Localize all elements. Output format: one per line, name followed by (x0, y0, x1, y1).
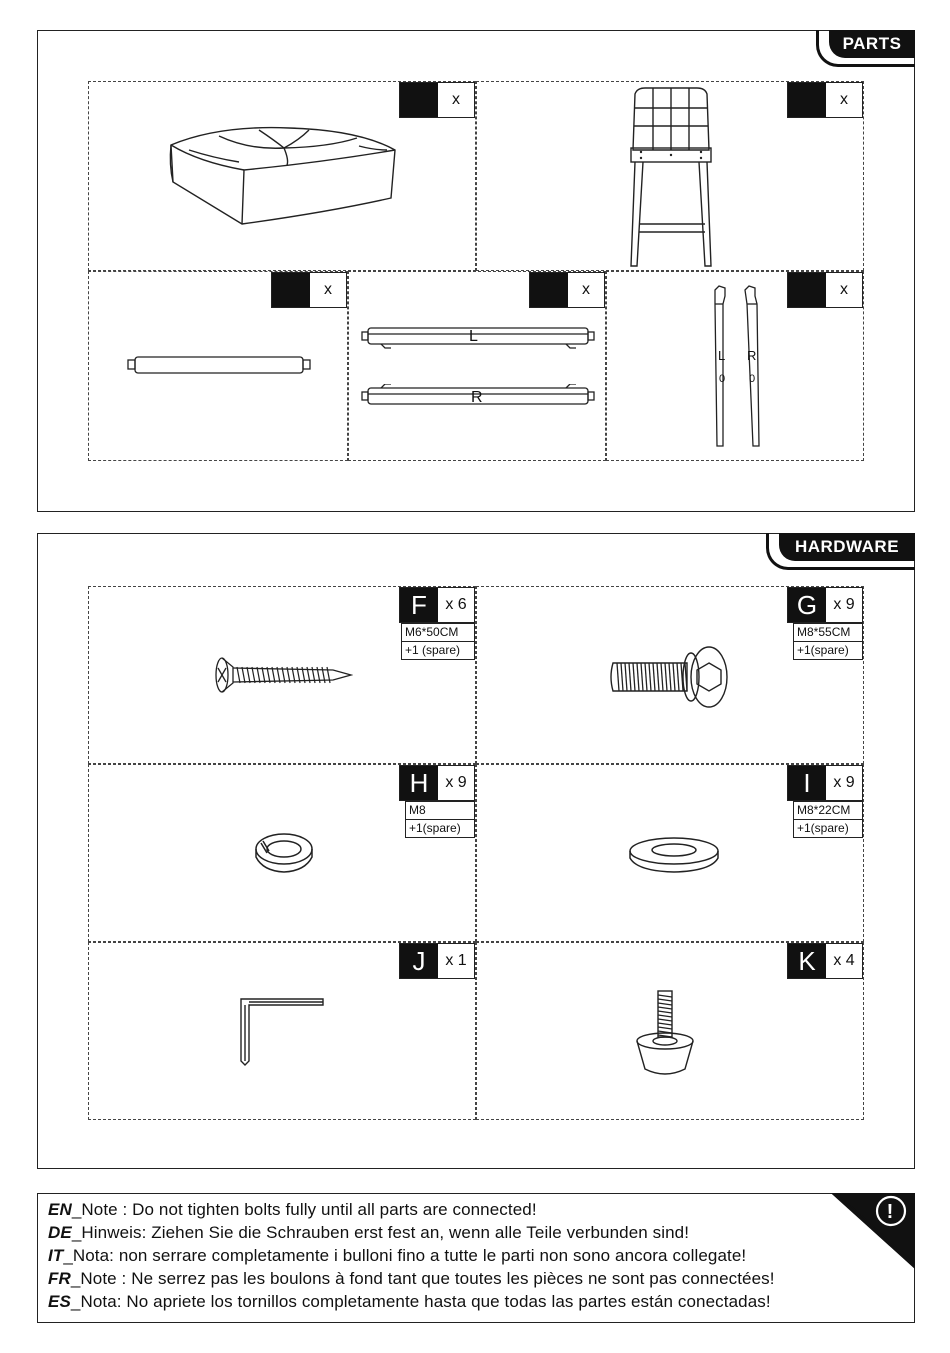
warning-corner-icon (831, 1193, 915, 1269)
wood-screw-icon (213, 653, 353, 697)
thread-line (645, 663, 647, 691)
thread-line (267, 667, 270, 683)
part-qty: x (826, 83, 862, 117)
leg-right-mark: R (747, 348, 757, 363)
thread-line (262, 667, 265, 683)
hardware-cell-H (88, 764, 476, 942)
flat-washer-icon (627, 835, 721, 875)
spring-washer-icon (253, 831, 315, 875)
leg-left-hole: 0 (719, 373, 726, 385)
stretcher-bar-icon (127, 354, 312, 376)
note-lang: IT (48, 1246, 64, 1265)
side-rail-left-mark: L (469, 328, 478, 345)
hardware-qty-box (787, 765, 863, 801)
thread-line (669, 663, 671, 691)
part-label (788, 83, 826, 117)
note-text: _Hinweis: Ziehen Sie die Schrauben erst fest an, wenn alle Teile verbunden sind! (71, 1223, 690, 1242)
thread-line (658, 1011, 672, 1013)
note-fr (48, 1269, 775, 1289)
hardware-qty-box (399, 943, 475, 979)
thread-line (649, 663, 651, 691)
thread-line (657, 663, 659, 691)
hardware-spare: +1 (spare) (402, 641, 474, 659)
hardware-size: M8*22CM (797, 803, 851, 817)
part-qty-box (787, 272, 863, 308)
thread-line (247, 667, 250, 683)
thread-line (658, 1003, 672, 1005)
thread-line (665, 663, 667, 691)
note-en (48, 1200, 537, 1220)
thread-line (661, 663, 663, 691)
hardware-title: HARDWARE (779, 533, 915, 561)
thread-line (658, 1019, 672, 1021)
part-qty-box (529, 272, 605, 308)
part-label (400, 83, 438, 117)
hardware-letter: F (400, 588, 438, 622)
thread-line (625, 663, 627, 691)
hardware-spare: +1(spare) (794, 819, 862, 837)
thread-line (658, 999, 672, 1001)
hardware-spec (793, 801, 863, 838)
thread-line (673, 663, 675, 691)
thread-line (658, 1023, 672, 1025)
part-qty: x (438, 83, 474, 117)
thread-line (621, 663, 623, 691)
part-cell-stretcher-bar (88, 271, 348, 461)
hardware-spec (405, 801, 475, 838)
hardware-qty-box (399, 587, 475, 623)
hardware-qty: x 9 (826, 766, 862, 800)
hardware-spare: +1(spare) (406, 819, 474, 837)
thread-line (677, 663, 679, 691)
note-de (48, 1223, 689, 1243)
hardware-qty: x 1 (438, 944, 474, 978)
hex-bolt-icon (609, 645, 734, 709)
part-qty: x (568, 273, 604, 307)
parts-section (37, 30, 915, 512)
hardware-spec (401, 623, 475, 660)
hardware-cell-F (88, 586, 476, 764)
thread-line (637, 663, 639, 691)
part-qty: x (310, 273, 346, 307)
leg-left-mark: L (718, 348, 726, 363)
hardware-cell-K (476, 942, 864, 1120)
part-qty-box (787, 82, 863, 118)
note-lang: EN (48, 1200, 72, 1219)
allen-key-icon (235, 995, 327, 1067)
hardware-letter: J (400, 944, 438, 978)
note-text: _Nota: non serrare completamente i bulloni fino a tutte le parti non sono ancora collegate! (63, 1246, 747, 1265)
hardware-cell-J (88, 942, 476, 1120)
part-label (272, 273, 310, 307)
note-lang: DE (48, 1223, 72, 1242)
hardware-qty: x 9 (438, 766, 474, 800)
thread-line (257, 667, 260, 683)
hardware-spec (793, 623, 863, 660)
legs-icon (711, 284, 771, 450)
note-es (48, 1292, 771, 1312)
hardware-qty-box (787, 587, 863, 623)
hardware-letter: G (788, 588, 826, 622)
part-cell-legs (606, 271, 864, 461)
note-text: _Note : Ne serrez pas les boulons à fond tant que toutes les pièces ne sont pas connectées! (70, 1269, 775, 1288)
leveling-foot-icon (633, 989, 699, 1079)
part-cell-seat-cushion (88, 81, 476, 271)
part-label (530, 273, 568, 307)
thread-line (252, 667, 255, 683)
note-lang: FR (48, 1269, 71, 1288)
thread-line (658, 995, 672, 997)
thread-line (633, 663, 635, 691)
thread-line (237, 667, 240, 683)
part-qty-box (271, 272, 347, 308)
notes-panel (37, 1193, 915, 1323)
warning-exclamation-icon: ! (886, 1201, 894, 1223)
hardware-spare: +1(spare) (794, 641, 862, 659)
part-label (788, 273, 826, 307)
thread-line (653, 663, 655, 691)
note-text: _Note : Do not tighten bolts fully until all parts are connected! (71, 1200, 537, 1219)
part-cell-backrest-frame (476, 81, 864, 271)
part-cell-side-rails (348, 271, 606, 461)
thread-line (658, 1007, 672, 1009)
backrest-frame-icon (617, 86, 727, 268)
hardware-qty: x 9 (826, 588, 862, 622)
hardware-letter: H (400, 766, 438, 800)
hardware-cell-I (476, 764, 864, 942)
hardware-section (37, 533, 915, 1169)
hardware-qty: x 4 (826, 944, 862, 978)
thread-line (629, 663, 631, 691)
thread-line (658, 1027, 672, 1029)
hardware-qty-box (399, 765, 475, 801)
part-qty: x (826, 273, 862, 307)
parts-title: PARTS (829, 30, 915, 58)
thread-line (658, 1015, 672, 1017)
seat-cushion-icon (159, 120, 404, 232)
side-rail-left-icon (361, 324, 596, 352)
side-rail-right-mark: R (471, 389, 483, 406)
note-it (48, 1246, 746, 1266)
hardware-size: M8*55CM (797, 625, 851, 639)
part-qty-box (399, 82, 475, 118)
hardware-size: M6*50CM (405, 625, 459, 639)
hardware-size: M8 (409, 803, 426, 817)
note-text: _Nota: No apriete los tornillos completamente hasta que todas las partes están conectadas! (70, 1292, 771, 1311)
note-lang: ES (48, 1292, 71, 1311)
leg-right-hole: 0 (749, 373, 756, 385)
thread-line (617, 663, 619, 691)
thread-line (242, 667, 245, 683)
hardware-qty-box (787, 943, 863, 979)
hardware-letter: I (788, 766, 826, 800)
hardware-qty: x 6 (438, 588, 474, 622)
hardware-letter: K (788, 944, 826, 978)
hardware-cell-G (476, 586, 864, 764)
thread-line (641, 663, 643, 691)
